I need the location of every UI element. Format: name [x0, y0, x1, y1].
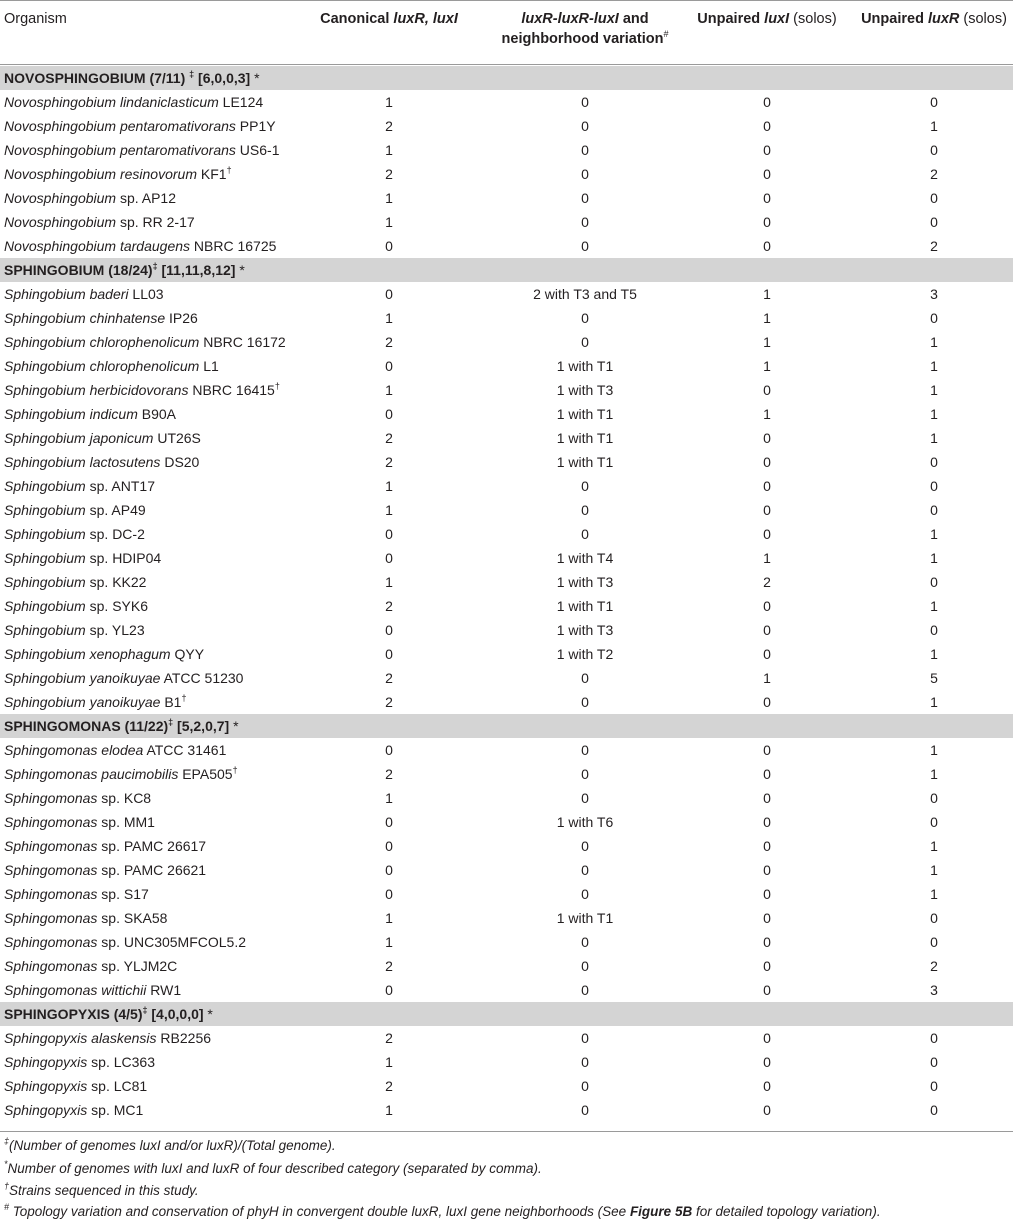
pair-variation-cell: 0 — [581, 694, 589, 710]
organism-cell: Sphingobium sp. SYK6 — [4, 598, 148, 614]
unpaired-luxr-cell: 1 — [930, 334, 938, 350]
canonical-count-cell: 0 — [385, 622, 393, 638]
table-row — [0, 1026, 1013, 1050]
organism-cell: Sphingobium chlorophenolicum NBRC 16172 — [4, 334, 286, 350]
table-row — [0, 594, 1013, 618]
unpaired-luxi-cell: 1 — [763, 358, 771, 374]
organism-cell: Sphingomonas sp. PAMC 26617 — [4, 838, 207, 854]
unpaired-luxi-cell: 1 — [763, 334, 771, 350]
pair-variation-cell: 0 — [581, 934, 589, 950]
table-row — [0, 834, 1013, 858]
pair-variation-cell: 1 with T1 — [556, 358, 614, 374]
table-row — [0, 786, 1013, 810]
pair-variation-cell: 0 — [581, 1030, 589, 1046]
unpaired-luxi-cell: 2 — [763, 574, 771, 590]
unpaired-luxr-cell: 1 — [930, 838, 938, 854]
canonical-count-cell: 1 — [385, 1102, 393, 1118]
canonical-count-cell: 0 — [385, 238, 393, 254]
canonical-count-cell: 2 — [385, 334, 393, 350]
unpaired-luxi-cell: 0 — [763, 598, 771, 614]
table-row — [0, 618, 1013, 642]
unpaired-luxi-cell: 0 — [763, 214, 771, 230]
organism-cell: Sphingopyxis alaskensis RB2256 — [4, 1030, 212, 1046]
unpaired-luxr-cell: 5 — [930, 670, 938, 686]
unpaired-luxr-cell: 1 — [930, 526, 938, 542]
pair-variation-cell: 0 — [581, 886, 589, 902]
unpaired-luxr-cell: 2 — [930, 238, 938, 254]
canonical-count-cell: 1 — [385, 790, 393, 806]
organism-cell: Sphingobium xenophagum QYY — [4, 646, 205, 662]
table-row — [0, 330, 1013, 354]
unpaired-luxr-cell: 2 — [930, 958, 938, 974]
table-row — [0, 570, 1013, 594]
organism-cell: Novosphingobium sp. RR 2-17 — [4, 214, 195, 230]
pair-variation-cell: 1 with T4 — [556, 550, 614, 566]
unpaired-luxi-cell: 1 — [763, 670, 771, 686]
unpaired-luxi-cell: 1 — [763, 406, 771, 422]
table-row — [0, 690, 1013, 714]
group-title: NOVOSPHINGOBIUM (7/11) ‡ [6,0,0,3] * — [4, 69, 260, 86]
unpaired-luxi-cell: 0 — [763, 238, 771, 254]
organism-cell: Sphingomonas sp. SKA58 — [4, 910, 168, 926]
unpaired-luxi-cell: 0 — [763, 838, 771, 854]
canonical-count-cell: 2 — [385, 118, 393, 134]
unpaired-luxi-cell: 0 — [763, 382, 771, 398]
pair-variation-cell: 0 — [581, 766, 589, 782]
canonical-count-cell: 2 — [385, 958, 393, 974]
unpaired-luxr-cell: 2 — [930, 166, 938, 182]
table-row — [0, 738, 1013, 762]
organism-cell: Sphingobium sp. YL23 — [4, 622, 145, 638]
organism-cell: Sphingomonas sp. S17 — [4, 886, 149, 902]
canonical-count-cell: 1 — [385, 142, 393, 158]
organism-cell: Sphingomonas sp. MM1 — [4, 814, 155, 830]
organism-cell: Sphingobium sp. HDIP04 — [4, 550, 162, 566]
unpaired-luxr-cell: 0 — [930, 1102, 938, 1118]
unpaired-luxr-cell: 1 — [930, 886, 938, 902]
organism-cell: Novosphingobium pentaromativorans PP1Y — [4, 118, 276, 134]
table-row — [0, 162, 1013, 186]
organism-cell: Sphingobium sp. AP49 — [4, 502, 146, 518]
organism-cell: Sphingopyxis sp. MC1 — [4, 1102, 144, 1118]
unpaired-luxi-cell: 1 — [763, 286, 771, 302]
unpaired-luxr-cell: 0 — [930, 214, 938, 230]
header-rule — [0, 64, 1013, 65]
table-row — [0, 114, 1013, 138]
unpaired-luxr-cell: 0 — [930, 190, 938, 206]
canonical-count-cell: 1 — [385, 1054, 393, 1070]
unpaired-luxi-cell: 0 — [763, 646, 771, 662]
unpaired-luxr-cell: 0 — [930, 1054, 938, 1070]
pair-variation-cell: 1 with T3 — [556, 382, 614, 398]
table-row — [0, 1074, 1013, 1098]
table-row — [0, 522, 1013, 546]
table-row — [0, 930, 1013, 954]
bottom-rule — [0, 1131, 1013, 1132]
pair-variation-cell: 1 with T1 — [556, 454, 614, 470]
unpaired-luxr-cell: 1 — [930, 382, 938, 398]
canonical-count-cell: 1 — [385, 310, 393, 326]
footnote-category-counts: *Number of genomes with luxI and luxR of four described category (separated by comma). — [4, 1159, 542, 1176]
canonical-count-cell: 2 — [385, 1078, 393, 1094]
pair-variation-cell: 2 with T3 and T5 — [533, 286, 637, 302]
pair-variation-cell: 1 with T1 — [556, 598, 614, 614]
organism-cell: Novosphingobium resinovorum KF1† — [4, 165, 232, 182]
table-header — [0, 0, 1013, 60]
organism-cell: Novosphingobium tardaugens NBRC 16725 — [4, 238, 277, 254]
unpaired-luxi-cell: 0 — [763, 94, 771, 110]
canonical-count-cell: 0 — [385, 982, 393, 998]
table-row — [0, 810, 1013, 834]
table-row — [0, 882, 1013, 906]
unpaired-luxr-cell: 0 — [930, 454, 938, 470]
footnote-sequenced-strains: †Strains sequenced in this study. — [4, 1181, 199, 1198]
organism-cell: Novosphingobium lindaniclasticum LE124 — [4, 94, 264, 110]
table-row — [0, 378, 1013, 402]
canonical-count-cell: 1 — [385, 190, 393, 206]
unpaired-luxr-cell: 0 — [930, 622, 938, 638]
unpaired-luxi-cell: 0 — [763, 190, 771, 206]
unpaired-luxr-cell: 0 — [930, 934, 938, 950]
canonical-count-cell: 0 — [385, 526, 393, 542]
table-row — [0, 138, 1013, 162]
organism-cell: Sphingomonas paucimobilis EPA505† — [4, 765, 238, 782]
pair-variation-cell: 0 — [581, 1102, 589, 1118]
organism-cell: Sphingobium yanoikuyae B1† — [4, 693, 187, 710]
canonical-count-cell: 0 — [385, 358, 393, 374]
pair-variation-cell: 1 with T2 — [556, 646, 614, 662]
unpaired-luxr-cell: 1 — [930, 550, 938, 566]
canonical-count-cell: 2 — [385, 166, 393, 182]
group-title: SPHINGOPYXIS (4/5)‡ [4,0,0,0] * — [4, 1005, 213, 1022]
unpaired-luxi-cell: 0 — [763, 742, 771, 758]
unpaired-luxr-cell: 1 — [930, 118, 938, 134]
organism-cell: Sphingobium sp. ANT17 — [4, 478, 155, 494]
unpaired-luxr-cell: 0 — [930, 1030, 938, 1046]
unpaired-luxi-cell: 0 — [763, 694, 771, 710]
unpaired-luxi-cell: 1 — [763, 310, 771, 326]
table-row — [0, 426, 1013, 450]
pair-variation-cell: 1 with T3 — [556, 622, 614, 638]
organism-cell: Sphingobium sp. DC-2 — [4, 526, 145, 542]
table-row — [0, 906, 1013, 930]
pair-variation-cell: 0 — [581, 790, 589, 806]
organism-cell: Sphingomonas wittichii RW1 — [4, 982, 182, 998]
organism-cell: Novosphingobium sp. AP12 — [4, 190, 177, 206]
unpaired-luxr-cell: 0 — [930, 910, 938, 926]
unpaired-luxi-cell: 0 — [763, 766, 771, 782]
unpaired-luxi-cell: 0 — [763, 142, 771, 158]
organism-cell: Sphingobium sp. KK22 — [4, 574, 147, 590]
unpaired-luxi-cell: 0 — [763, 934, 771, 950]
unpaired-luxr-cell: 0 — [930, 478, 938, 494]
canonical-count-cell: 0 — [385, 286, 393, 302]
organism-cell: Sphingopyxis sp. LC363 — [4, 1054, 155, 1070]
group-header-row — [0, 1002, 1013, 1026]
pair-variation-cell: 0 — [581, 502, 589, 518]
unpaired-luxr-cell: 3 — [930, 286, 938, 302]
pair-variation-cell: 0 — [581, 1078, 589, 1094]
canonical-count-cell: 2 — [385, 670, 393, 686]
table-row — [0, 90, 1013, 114]
footnote-topology: # Topology variation and conservation of phyH in convergent double luxR, luxI gene neighborhoods (See Figure 5B for detailed topology variation). — [4, 1202, 881, 1219]
unpaired-luxi-cell: 0 — [763, 526, 771, 542]
header-pair-variation: luxR-luxR-luxI and neighborhood variation# — [501, 11, 669, 47]
unpaired-luxr-cell: 1 — [930, 694, 938, 710]
canonical-count-cell: 0 — [385, 406, 393, 422]
pair-variation-cell: 0 — [581, 214, 589, 230]
canonical-count-cell: 0 — [385, 814, 393, 830]
organism-cell: Sphingopyxis sp. LC81 — [4, 1078, 148, 1094]
table-row — [0, 450, 1013, 474]
unpaired-luxr-cell: 1 — [930, 742, 938, 758]
table-row — [0, 978, 1013, 1002]
table-row — [0, 402, 1013, 426]
canonical-count-cell: 1 — [385, 382, 393, 398]
pair-variation-cell: 0 — [581, 118, 589, 134]
canonical-count-cell: 0 — [385, 862, 393, 878]
canonical-count-cell: 1 — [385, 910, 393, 926]
unpaired-luxi-cell: 0 — [763, 790, 771, 806]
table-row — [0, 354, 1013, 378]
unpaired-luxr-cell: 0 — [930, 142, 938, 158]
unpaired-luxr-cell: 0 — [930, 94, 938, 110]
canonical-count-cell: 2 — [385, 694, 393, 710]
table-row — [0, 210, 1013, 234]
table-row — [0, 306, 1013, 330]
unpaired-luxi-cell: 0 — [763, 622, 771, 638]
canonical-count-cell: 1 — [385, 214, 393, 230]
table-row — [0, 186, 1013, 210]
organism-cell: Sphingobium japonicum UT26S — [4, 430, 201, 446]
group-header-row — [0, 714, 1013, 738]
unpaired-luxr-cell: 0 — [930, 574, 938, 590]
canonical-count-cell: 1 — [385, 502, 393, 518]
unpaired-luxr-cell: 0 — [930, 502, 938, 518]
unpaired-luxr-cell: 3 — [930, 982, 938, 998]
organism-cell: Sphingobium baderi LL03 — [4, 286, 164, 302]
header-organism: Organism — [4, 11, 67, 27]
organism-cell: Sphingomonas sp. KC8 — [4, 790, 152, 806]
pair-variation-cell: 0 — [581, 94, 589, 110]
unpaired-luxi-cell: 1 — [763, 550, 771, 566]
table-row — [0, 282, 1013, 306]
canonical-count-cell: 2 — [385, 430, 393, 446]
unpaired-luxr-cell: 0 — [930, 310, 938, 326]
pair-variation-cell: 1 with T1 — [556, 430, 614, 446]
pair-variation-cell: 0 — [581, 238, 589, 254]
pair-variation-cell: 1 with T1 — [556, 910, 614, 926]
unpaired-luxi-cell: 0 — [763, 814, 771, 830]
unpaired-luxi-cell: 0 — [763, 502, 771, 518]
table-row — [0, 762, 1013, 786]
unpaired-luxi-cell: 0 — [763, 958, 771, 974]
unpaired-luxr-cell: 0 — [930, 1078, 938, 1094]
pair-variation-cell: 0 — [581, 742, 589, 758]
table-row — [0, 858, 1013, 882]
organism-cell: Novosphingobium pentaromativorans US6-1 — [4, 142, 280, 158]
group-header-row — [0, 66, 1013, 90]
organism-cell: Sphingobium chlorophenolicum L1 — [4, 358, 219, 374]
header-unpaired-luxi: Unpaired luxI (solos) — [697, 11, 837, 27]
header-canonical: Canonical luxR, luxI — [320, 11, 458, 27]
table-row — [0, 474, 1013, 498]
unpaired-luxi-cell: 0 — [763, 430, 771, 446]
pair-variation-cell: 0 — [581, 1054, 589, 1070]
unpaired-luxi-cell: 0 — [763, 118, 771, 134]
canonical-count-cell: 0 — [385, 838, 393, 854]
table-row — [0, 234, 1013, 258]
unpaired-luxr-cell: 1 — [930, 646, 938, 662]
unpaired-luxr-cell: 0 — [930, 790, 938, 806]
table-row — [0, 642, 1013, 666]
canonical-count-cell: 0 — [385, 646, 393, 662]
pair-variation-cell: 0 — [581, 334, 589, 350]
pair-variation-cell: 0 — [581, 862, 589, 878]
pair-variation-cell: 0 — [581, 526, 589, 542]
unpaired-luxi-cell: 0 — [763, 1030, 771, 1046]
header-unpaired-luxr: Unpaired luxR (solos) — [861, 11, 1007, 27]
canonical-count-cell: 1 — [385, 934, 393, 950]
pair-variation-cell: 0 — [581, 166, 589, 182]
pair-variation-cell: 0 — [581, 982, 589, 998]
table-row — [0, 666, 1013, 690]
pair-variation-cell: 0 — [581, 478, 589, 494]
group-header-row — [0, 258, 1013, 282]
unpaired-luxi-cell: 0 — [763, 862, 771, 878]
canonical-count-cell: 0 — [385, 550, 393, 566]
unpaired-luxi-cell: 0 — [763, 886, 771, 902]
group-title: SPHINGOBIUM (18/24)‡ [11,11,8,12] * — [4, 261, 245, 278]
unpaired-luxr-cell: 1 — [930, 406, 938, 422]
canonical-count-cell: 2 — [385, 766, 393, 782]
pair-variation-cell: 0 — [581, 958, 589, 974]
unpaired-luxr-cell: 0 — [930, 814, 938, 830]
canonical-count-cell: 1 — [385, 94, 393, 110]
pair-variation-cell: 1 with T3 — [556, 574, 614, 590]
organism-cell: Sphingomonas sp. YLJM2C — [4, 958, 178, 974]
canonical-count-cell: 2 — [385, 598, 393, 614]
unpaired-luxi-cell: 0 — [763, 478, 771, 494]
unpaired-luxi-cell: 0 — [763, 454, 771, 470]
organism-cell: Sphingomonas elodea ATCC 31461 — [4, 742, 227, 758]
organism-cell: Sphingobium indicum B90A — [4, 406, 176, 422]
canonical-count-cell: 0 — [385, 742, 393, 758]
organism-cell: Sphingomonas sp. UNC305MFCOL5.2 — [4, 934, 247, 950]
table-row — [0, 546, 1013, 570]
pair-variation-cell: 0 — [581, 670, 589, 686]
table-row — [0, 1098, 1013, 1122]
footnote-genome-ratio: ‡(Number of genomes luxI and/or luxR)/(Total genome). — [4, 1136, 336, 1153]
pair-variation-cell: 0 — [581, 838, 589, 854]
unpaired-luxi-cell: 0 — [763, 1078, 771, 1094]
organism-cell: Sphingobium yanoikuyae ATCC 51230 — [4, 670, 244, 686]
unpaired-luxr-cell: 1 — [930, 358, 938, 374]
unpaired-luxi-cell: 0 — [763, 166, 771, 182]
canonical-count-cell: 2 — [385, 454, 393, 470]
organism-cell: Sphingobium herbicidovorans NBRC 16415† — [4, 381, 280, 398]
canonical-count-cell: 2 — [385, 1030, 393, 1046]
table-row — [0, 498, 1013, 522]
organism-cell: Sphingobium lactosutens DS20 — [4, 454, 200, 470]
group-title: SPHINGOMONAS (11/22)‡ [5,2,0,7] * — [4, 717, 239, 734]
organism-cell: Sphingomonas sp. PAMC 26621 — [4, 862, 207, 878]
unpaired-luxi-cell: 0 — [763, 1102, 771, 1118]
unpaired-luxr-cell: 1 — [930, 862, 938, 878]
unpaired-luxi-cell: 0 — [763, 1054, 771, 1070]
unpaired-luxr-cell: 1 — [930, 766, 938, 782]
organism-cell: Sphingobium chinhatense IP26 — [4, 310, 198, 326]
unpaired-luxr-cell: 1 — [930, 430, 938, 446]
unpaired-luxi-cell: 0 — [763, 910, 771, 926]
pair-variation-cell: 0 — [581, 190, 589, 206]
table-row — [0, 1050, 1013, 1074]
pair-variation-cell: 0 — [581, 310, 589, 326]
canonical-count-cell: 1 — [385, 574, 393, 590]
table-row — [0, 954, 1013, 978]
pair-variation-cell: 1 with T1 — [556, 406, 614, 422]
unpaired-luxi-cell: 0 — [763, 982, 771, 998]
canonical-count-cell: 1 — [385, 478, 393, 494]
pair-variation-cell: 1 with T6 — [556, 814, 614, 830]
top-rule — [0, 0, 1013, 1]
unpaired-luxr-cell: 1 — [930, 598, 938, 614]
pair-variation-cell: 0 — [581, 142, 589, 158]
canonical-count-cell: 0 — [385, 886, 393, 902]
figure-reference-link[interactable]: Figure 5B — [629, 1204, 693, 1219]
